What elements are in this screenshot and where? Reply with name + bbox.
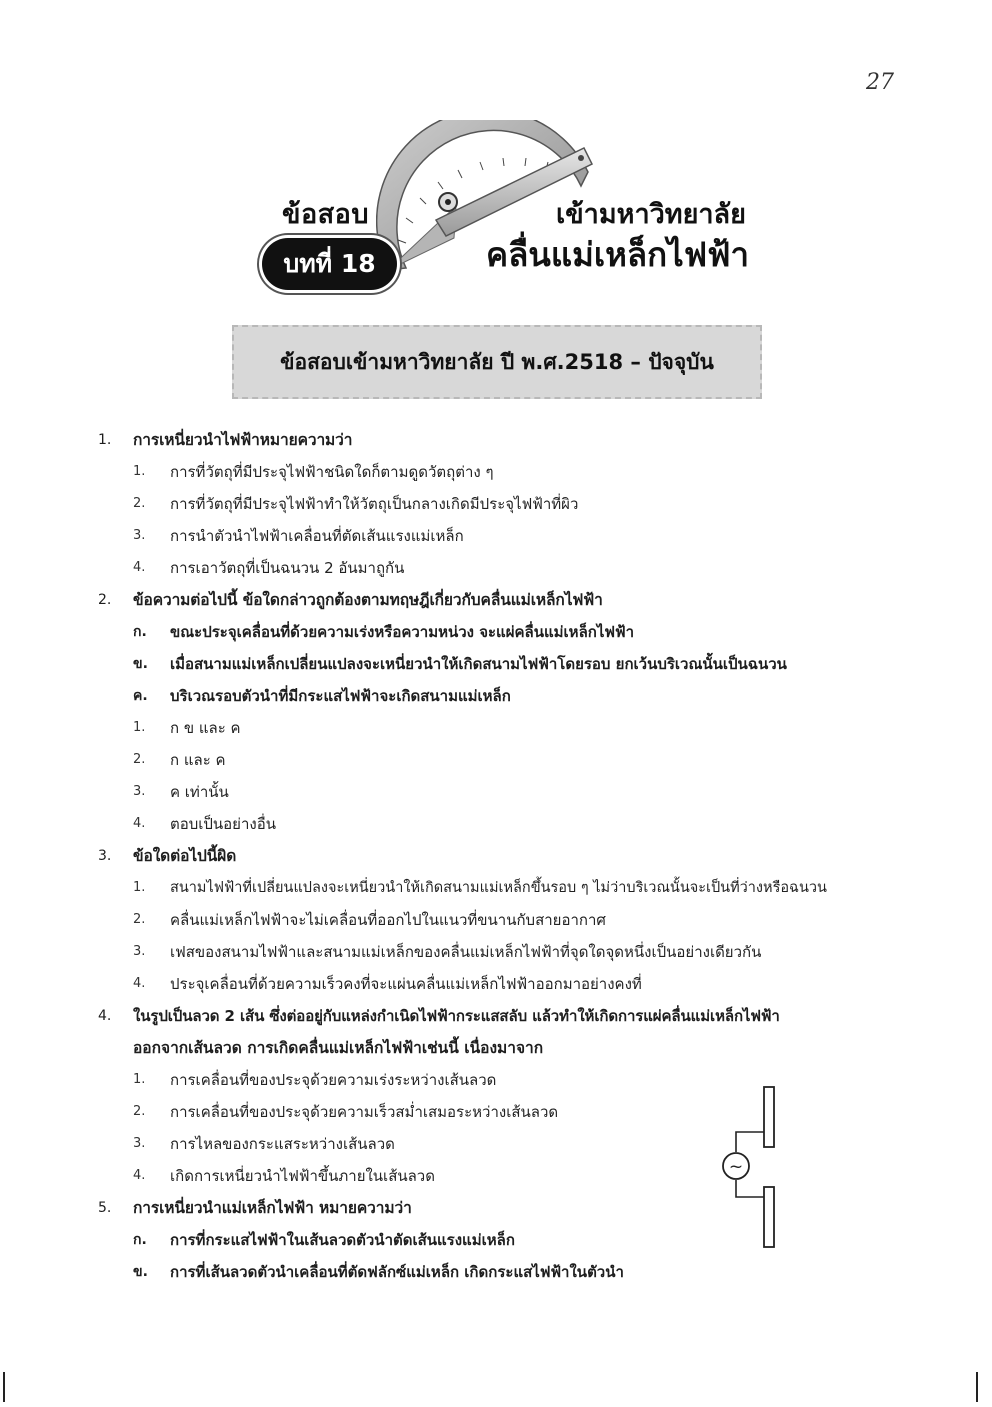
choice [0,1160,992,1192]
choice-number: 1. [133,880,146,895]
statement [0,680,992,712]
margin-mark [3,1372,5,1402]
choice [0,808,992,840]
choice-number: 4. [133,976,146,991]
chapter-header [250,120,760,300]
statement-label: ข. [133,1264,148,1280]
margin-mark [976,1372,978,1402]
question-text: ในรูปเป็นลวด 2 เส้น ซึ่งต่ออยู่กับแหล่งกำเนิดไฟฟ้ากระแสสลับ แล้วทำให้เกิดการแผ่คลื่นแม่เหล็กไฟฟ้า [133,1007,780,1025]
question-text-continued: ออกจากเส้นลวด การเกิดคลื่นแม่เหล็กไฟฟ้าเช่นนี้ เนื่องมาจาก [133,1039,544,1057]
statement-label: ก. [133,624,147,640]
choice [0,776,992,808]
question-5 [0,1192,992,1224]
statement-label: ค. [133,688,148,704]
choice-number: 1. [133,720,146,735]
statement-label: ข. [133,656,148,672]
choice [0,488,992,520]
question-3 [0,840,992,872]
choice-text: การเคลื่อนที่ของประจุด้วยความเร็วสม่ำเสมอระหว่างเส้นลวด [170,1103,559,1121]
statement [0,648,992,680]
choice-number: 1. [133,1072,146,1087]
choice-text: การเคลื่อนที่ของประจุด้วยความเร่งระหว่างเส้นลวด [170,1071,497,1089]
statement-text: บริเวณรอบตัวนำที่มีกระแสไฟฟ้าจะเกิดสนามแม่เหล็ก [170,687,511,705]
dipole-antenna-diagram [718,1085,798,1250]
choice-number: 4. [133,1168,146,1183]
choice-text: การที่วัตถุที่มีประจุไฟฟ้าทำให้วัตถุเป็นกลางเกิดมีประจุไฟฟ้าที่ผิว [170,495,579,513]
choice [0,904,992,936]
ac-source-symbol: ~ [728,1157,744,1177]
choice-text: คลื่นแม่เหล็กไฟฟ้าจะไม่เคลื่อนที่ออกไปในแนวที่ขนานกับสายอากาศ [170,911,606,929]
header-university-label: เข้ามหาวิทยาลัย [556,199,746,230]
banner-text: ข้อสอบเข้ามหาวิทยาลัย ปี พ.ศ.2518 – ปัจจุบัน [280,349,714,374]
choice-number: 2. [133,752,146,767]
choice-number: 2. [133,496,146,511]
choice-text: ตอบเป็นอย่างอื่น [170,815,276,833]
choice-number: 3. [133,528,146,543]
statement-label: ก. [133,1232,147,1248]
question-number: 4. [98,1008,112,1024]
question-text: การเหนี่ยวนำแม่เหล็กไฟฟ้า หมายความว่า [133,1199,412,1217]
choice [0,936,992,968]
question-1 [0,424,992,456]
statement-text: การที่กระแสไฟฟ้าในเส้นลวดตัวนำตัดเส้นแรงแม่เหล็ก [170,1231,515,1249]
choice-text: การไหลของกระแสระหว่างเส้นลวด [170,1135,395,1153]
choice-text: สนามไฟฟ้าที่เปลี่ยนแปลงจะเหนี่ยวนำให้เกิดสนามแม่เหล็กขึ้นรอบ ๆ ไม่ว่าบริเวณนั้นจะเป็นที่ว่างหรือฉนวน [170,880,827,896]
header-exam-label: ข้อสอบ [282,199,370,230]
choice [0,744,992,776]
statement [0,1256,992,1288]
choice-text: การที่วัตถุที่มีประจุไฟฟ้าชนิดใดก็ตามดูดวัตถุต่าง ๆ [170,463,494,481]
choice [0,712,992,744]
choice-text: ก ข และ ค [170,719,241,737]
statement-text: การที่เส้นลวดตัวนำเคลื่อนที่ตัดฟลักซ์แม่เหล็ก เกิดกระแสไฟฟ้าในตัวนำ [170,1263,624,1281]
question-number: 1. [98,432,112,448]
choice [0,1096,992,1128]
statement-text: ขณะประจุเคลื่อนที่ด้วยความเร่งหรือความหน่วง จะแผ่คลื่นแม่เหล็กไฟฟ้า [170,623,635,641]
upper-lead-wire [736,1132,764,1152]
question-4-continued [0,1032,992,1064]
choice [0,1128,992,1160]
choice-number: 3. [133,944,146,959]
lower-antenna-wire [764,1187,774,1247]
question-number: 2. [98,592,112,608]
chapter-title: คลื่นแม่เหล็กไฟฟ้า [486,235,749,274]
choice-text: ก และ ค [170,751,226,769]
choice-number: 1. [133,464,146,479]
choice-text: การนำตัวนำไฟฟ้าเคลื่อนที่ตัดเส้นแรงแม่เหล็ก [170,527,464,545]
page-number: 27 [866,70,894,95]
question-text: ข้อใดต่อไปนี้ผิด [133,847,237,865]
choice-number: 2. [133,1104,146,1119]
choice-number: 2. [133,912,146,927]
choice-number: 4. [133,816,146,831]
question-list [0,424,992,1288]
question-number: 5. [98,1200,112,1216]
statement [0,616,992,648]
choice-text: ประจุเคลื่อนที่ด้วยความเร็วคงที่จะแผ่นคลื่นแม่เหล็กไฟฟ้าออกมาอย่างคงที่ [170,975,642,993]
choice-number: 3. [133,1136,146,1151]
choice [0,872,992,904]
choice-text: การเอาวัตถุที่เป็นฉนวน 2 อันมาถูกัน [170,559,405,577]
question-text: ข้อความต่อไปนี้ ข้อใดกล่าวถูกต้องตามทฤษฎีเกี่ยวกับคลื่นแม่เหล็กไฟฟ้า [133,591,603,609]
choice-text: เกิดการเหนี่ยวนำไฟฟ้าขึ้นภายในเส้นลวด [170,1167,435,1185]
choice-text: เฟสของสนามไฟฟ้าและสนามแม่เหล็กของคลื่นแม่เหล็กไฟฟ้าที่จุดใดจุดหนึ่งเป็นอย่างเดียวกัน [170,943,762,961]
choice [0,520,992,552]
question-2 [0,584,992,616]
question-4 [0,1000,992,1032]
upper-antenna-wire [764,1087,774,1147]
choice-number: 4. [133,560,146,575]
lower-lead-wire [736,1180,764,1197]
question-number: 3. [98,848,112,864]
chapter-badge: บทที่ 18 [262,238,397,290]
choice-text: ค เท่านั้น [170,783,229,801]
choice [0,552,992,584]
exam-range-banner [232,325,762,399]
choice [0,968,992,1000]
choice-number: 3. [133,784,146,799]
choice [0,456,992,488]
statement [0,1224,992,1256]
choice [0,1064,992,1096]
question-text: การเหนี่ยวนำไฟฟ้าหมายความว่า [133,431,353,449]
statement-text: เมื่อสนามแม่เหล็กเปลี่ยนแปลงจะเหนี่ยวนำให้เกิดสนามไฟฟ้าโดยรอบ ยกเว้นบริเวณนั้นเป็นฉนวน [170,655,787,673]
